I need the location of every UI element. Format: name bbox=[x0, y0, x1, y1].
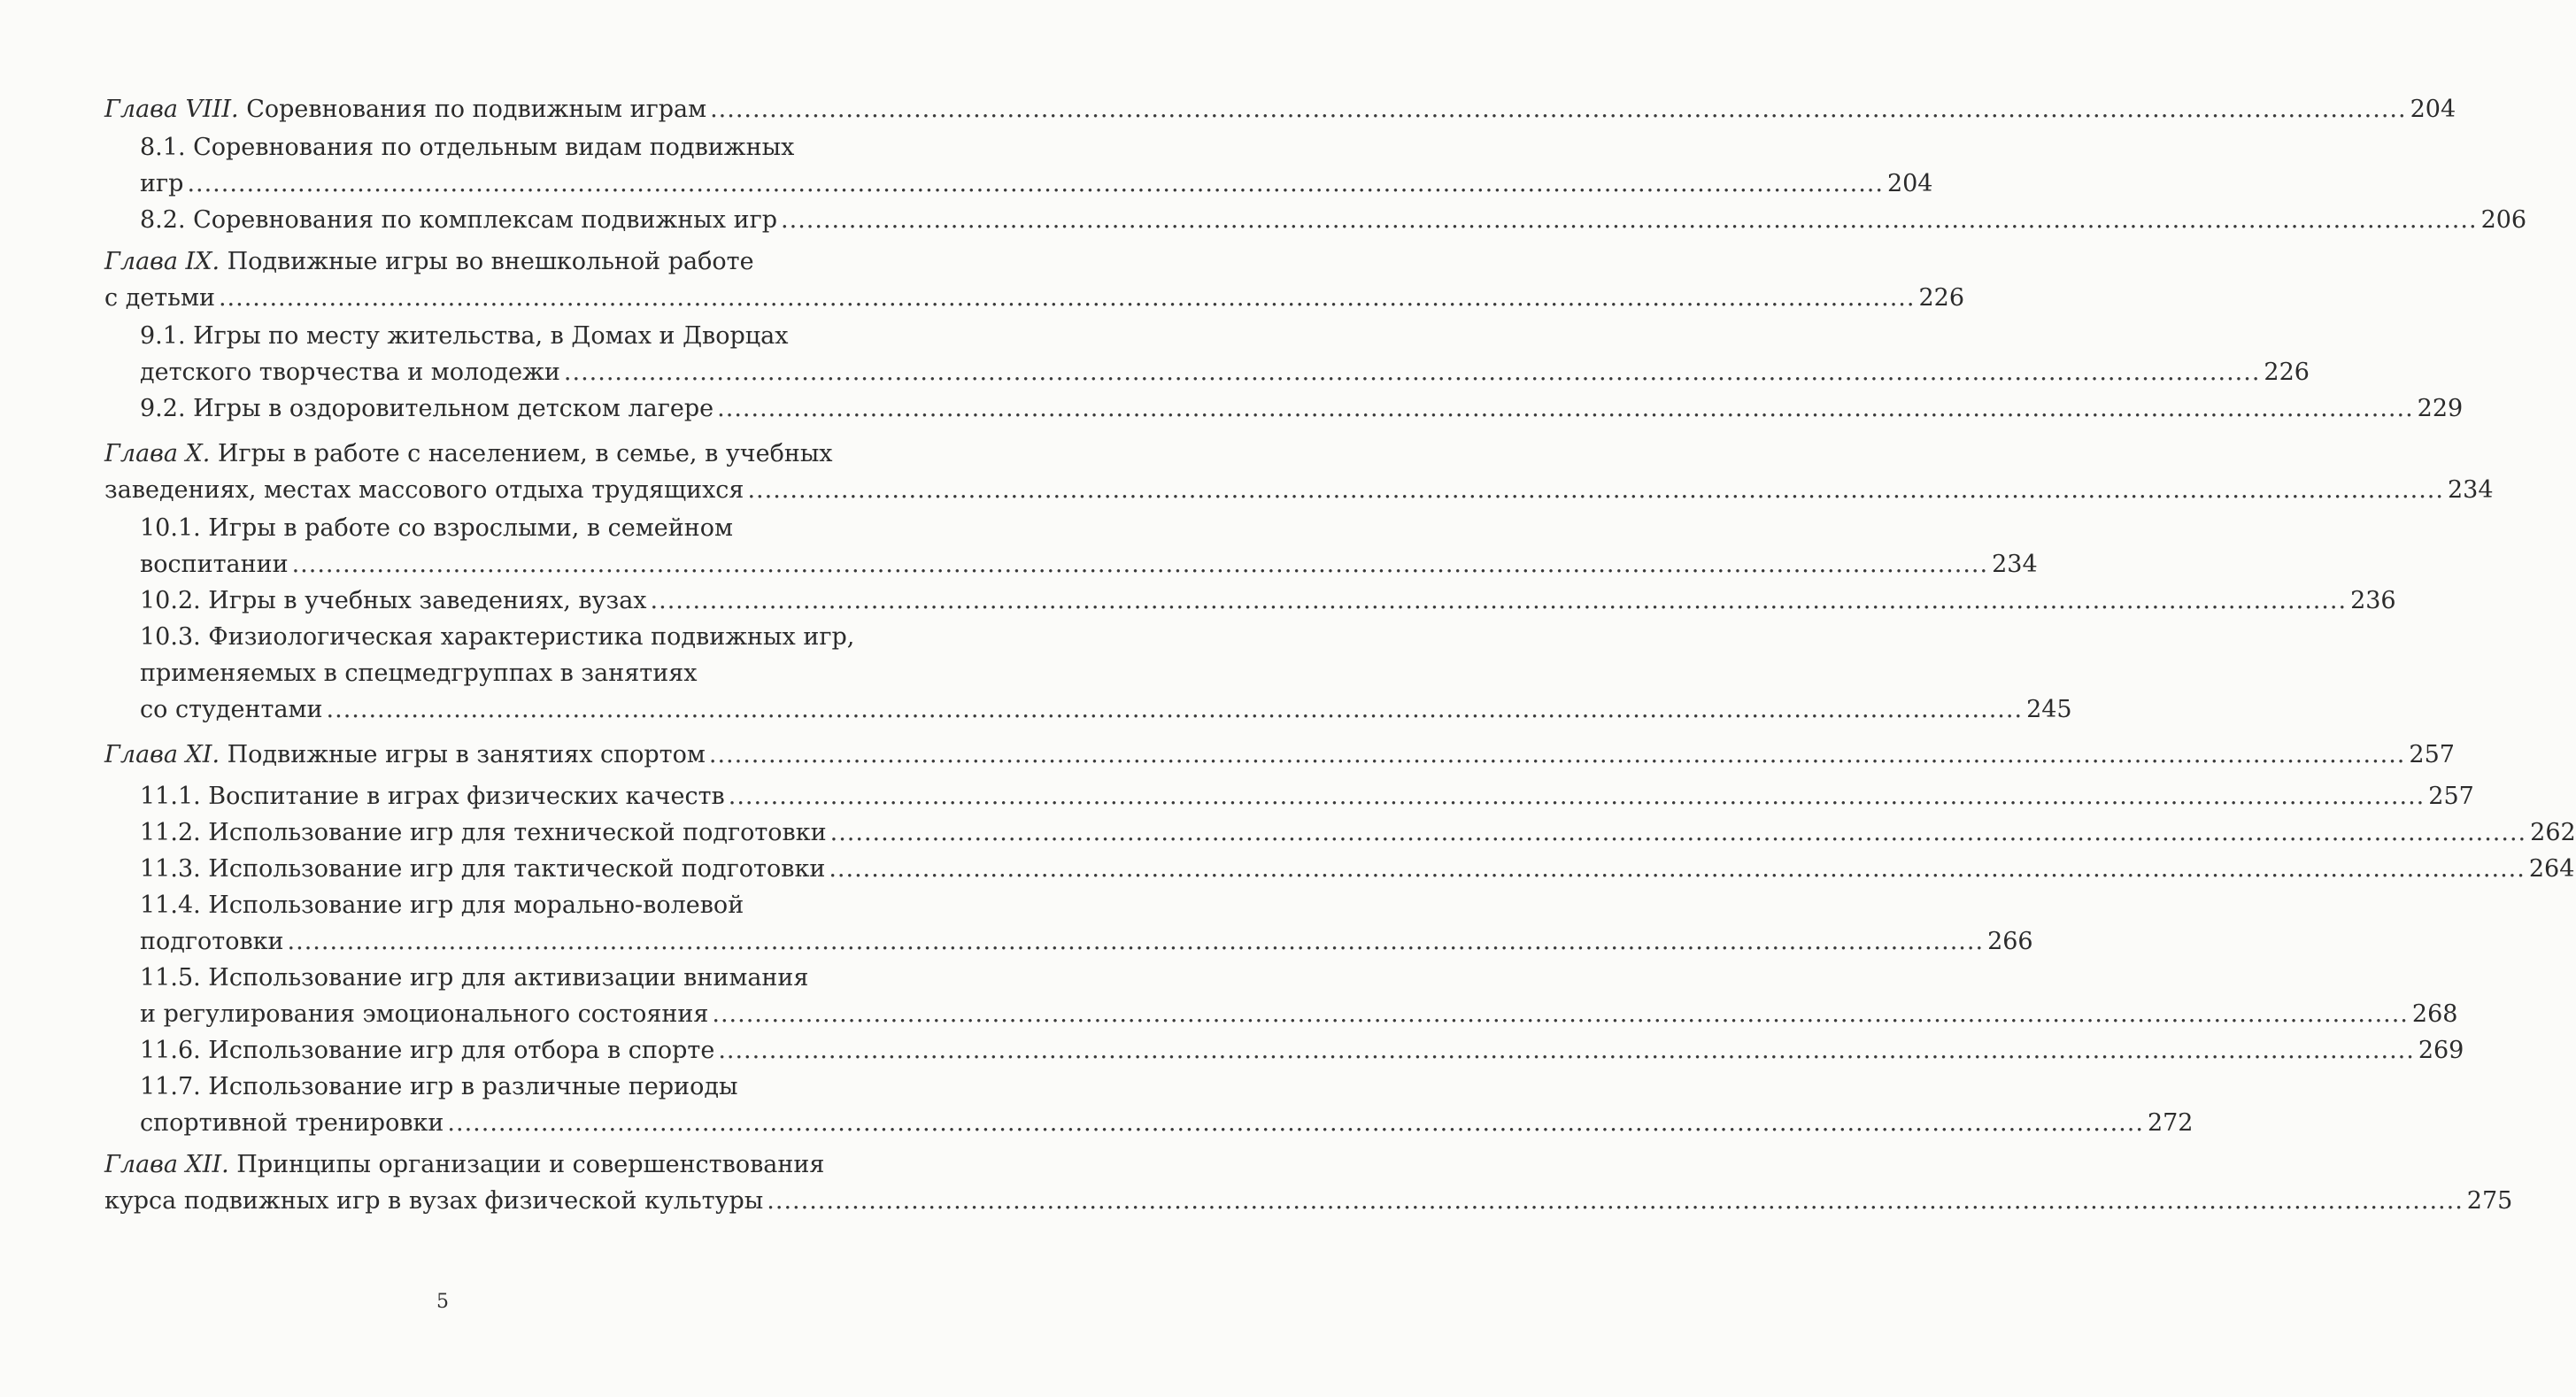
entry-title: 11.3. Использование игр для тактической подготовки bbox=[140, 855, 826, 883]
table-of-contents bbox=[104, 91, 2576, 1221]
leader-dots: ........................................................................................................................................................................................................ bbox=[767, 1187, 2464, 1215]
toc-section-11-5 bbox=[104, 960, 2458, 1032]
entry-title-end: со студентами bbox=[140, 696, 323, 723]
toc-section-8-2 bbox=[104, 202, 2527, 238]
entry-title: 11.7. Использование игр в различные периоды bbox=[140, 1073, 738, 1100]
entry-title-end: и регулирования эмоционального состояния bbox=[140, 1000, 709, 1028]
entry-title: 9.2. Игры в оздоровительном детском лагере bbox=[140, 395, 714, 422]
leader-dots: ........................................................................................................................................................................................................ bbox=[728, 783, 2426, 810]
entry-title: 10.3. Физиологическая характеристика подвижных игр, bbox=[140, 623, 855, 651]
leader-dots: ........................................................................................................................................................................................................ bbox=[712, 1000, 2409, 1028]
chapter-label: Глава X. bbox=[104, 440, 211, 467]
page-ref: 236 bbox=[2350, 587, 2396, 614]
toc-section-9-2 bbox=[104, 390, 2464, 427]
entry-title: Игры в работе с населением, в семье, в учебных bbox=[210, 440, 833, 467]
page-ref: 234 bbox=[2447, 476, 2494, 504]
page-ref: 257 bbox=[2409, 741, 2455, 768]
leader-dots: ........................................................................................................................................................................................................ bbox=[718, 1037, 2415, 1064]
page-ref: 262 bbox=[2530, 819, 2576, 846]
page-ref: 206 bbox=[2480, 206, 2527, 234]
entry-title: 11.6. Использование игр для отбора в спорте bbox=[140, 1037, 715, 1064]
entry-title-end: игр bbox=[140, 170, 184, 197]
toc-chapter-12 bbox=[104, 1146, 2513, 1219]
leader-dots: ........................................................................................................................................................................................................ bbox=[291, 551, 1989, 578]
entry-title-cont: применяемых в спецмедгруппах в занятиях bbox=[140, 660, 698, 687]
page-ref: 257 bbox=[2428, 783, 2474, 810]
entry-title: Подвижные игры во внешкольной работе bbox=[220, 248, 754, 275]
page-ref: 234 bbox=[1992, 551, 2038, 578]
leader-dots: ........................................................................................................................................................................................................ bbox=[447, 1109, 2144, 1137]
chapter-label: Глава VIII. bbox=[104, 96, 239, 123]
page-ref: 204 bbox=[2410, 96, 2456, 123]
leader-dots: ........................................................................................................................................................................................................ bbox=[829, 819, 2527, 846]
page-ref: 275 bbox=[2466, 1187, 2513, 1215]
leader-dots: ........................................................................................................................................................................................................ bbox=[747, 476, 2444, 504]
page-number: 5 bbox=[436, 1291, 449, 1313]
toc-section-11-4 bbox=[104, 887, 2033, 960]
leader-dots: ........................................................................................................................................................................................................ bbox=[563, 359, 2261, 386]
page-ref: 226 bbox=[2264, 359, 2310, 386]
page-ref: 226 bbox=[1918, 284, 1965, 312]
entry-title: Соревнования по подвижным играм bbox=[238, 96, 707, 123]
leader-dots: ........................................................................................................................................................................................................ bbox=[708, 741, 2406, 768]
toc-section-11-2 bbox=[104, 814, 2576, 851]
toc-section-8-1 bbox=[104, 129, 1933, 202]
toc-section-10-1 bbox=[104, 510, 2038, 583]
toc-section-11-1 bbox=[104, 778, 2474, 814]
page-ref: 272 bbox=[2147, 1109, 2194, 1137]
toc-chapter-9 bbox=[104, 243, 1965, 316]
entry-title: 9.1. Игры по месту жительства, в Домах и Дворцах bbox=[140, 322, 789, 350]
entry-title-end: заведениях, местах массового отдыха трудящихся bbox=[104, 476, 744, 504]
entry-title-end: детского творчества и молодежи bbox=[140, 359, 560, 386]
toc-chapter-8 bbox=[104, 91, 2456, 127]
leader-dots: ........................................................................................................................................................................................................ bbox=[717, 395, 2414, 422]
toc-section-10-2 bbox=[104, 583, 2396, 619]
leader-dots: ........................................................................................................................................................................................................ bbox=[187, 170, 1884, 197]
leader-dots: ........................................................................................................................................................................................................ bbox=[287, 928, 1985, 955]
toc-section-9-1 bbox=[104, 318, 2310, 390]
leader-dots: ........................................................................................................................................................................................................ bbox=[326, 696, 2024, 723]
entry-title: 11.1. Воспитание в играх физических качеств bbox=[140, 783, 725, 810]
chapter-label: Глава IX. bbox=[104, 248, 220, 275]
toc-section-11-7 bbox=[104, 1069, 2194, 1141]
leader-dots: ........................................................................................................................................................................................................ bbox=[650, 587, 2348, 614]
page-ref: 229 bbox=[2417, 395, 2464, 422]
entry-title: 10.1. Игры в работе со взрослыми, в семейном bbox=[140, 514, 733, 542]
chapter-label: Глава XI. bbox=[104, 741, 220, 768]
toc-chapter-10 bbox=[104, 436, 2494, 508]
page-ref: 204 bbox=[1886, 170, 1933, 197]
page-ref: 269 bbox=[2418, 1037, 2464, 1064]
toc-section-10-3 bbox=[104, 619, 2072, 728]
entry-title-end: воспитании bbox=[140, 551, 289, 578]
entry-title: 8.2. Соревнования по комплексам подвижных игр bbox=[140, 206, 778, 234]
toc-section-11-3 bbox=[104, 851, 2575, 887]
entry-title: 8.1. Соревнования по отдельным видам подвижных bbox=[140, 134, 795, 161]
leader-dots: ........................................................................................................................................................................................................ bbox=[218, 284, 1916, 312]
entry-title: Подвижные игры в занятиях спортом bbox=[220, 741, 706, 768]
entry-title: 11.2. Использование игр для технической подготовки bbox=[140, 819, 827, 846]
toc-chapter-11 bbox=[104, 737, 2455, 773]
entry-title: 11.4. Использование игр для морально-волевой bbox=[140, 891, 744, 919]
entry-title-end: спортивной тренировки bbox=[140, 1109, 444, 1137]
entry-title-end: с детьми bbox=[104, 284, 215, 312]
page-ref: 245 bbox=[2026, 696, 2072, 723]
entry-title: 10.2. Игры в учебных заведениях, вузах bbox=[140, 587, 647, 614]
entry-title-end: подготовки bbox=[140, 928, 284, 955]
leader-dots: ........................................................................................................................................................................................................ bbox=[710, 96, 2407, 123]
leader-dots: ........................................................................................................................................................................................................ bbox=[781, 206, 2478, 234]
page-ref: 264 bbox=[2528, 855, 2575, 883]
entry-title-end: курса подвижных игр в вузах физической культуры bbox=[104, 1187, 764, 1215]
chapter-label: Глава XII. bbox=[104, 1151, 229, 1178]
leader-dots: ........................................................................................................................................................................................................ bbox=[829, 855, 2526, 883]
page-ref: 268 bbox=[2411, 1000, 2458, 1028]
toc-section-11-6 bbox=[104, 1032, 2464, 1069]
page-ref: 266 bbox=[1987, 928, 2033, 955]
entry-title: Принципы организации и совершенствования bbox=[228, 1151, 825, 1178]
entry-title: 11.5. Использование игр для активизации внимания bbox=[140, 964, 809, 992]
